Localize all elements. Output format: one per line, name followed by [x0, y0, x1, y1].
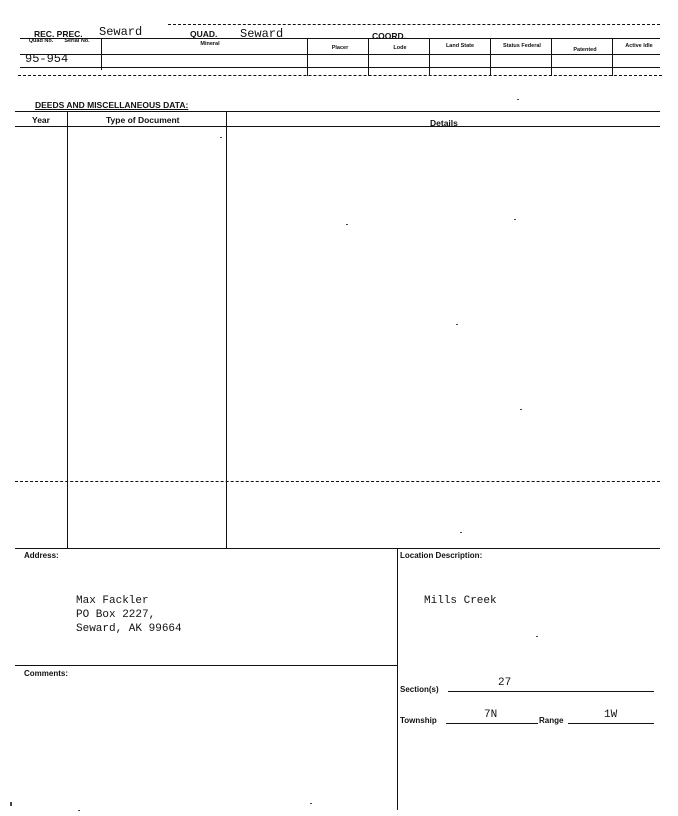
address-label: Address: [24, 551, 59, 560]
serial-no-label: Serial No. [64, 38, 90, 44]
col-type-header: Type of Document [106, 115, 180, 125]
deeds-bottom-rule [15, 548, 660, 549]
active-idle-label: Active Idle [625, 43, 653, 49]
serial-value: 95-954 [25, 52, 69, 66]
township-value: 7N [484, 709, 498, 721]
header-divider [612, 38, 613, 76]
rec-prec-value: Seward [99, 25, 143, 39]
address-line-1: Max Fackler [76, 595, 149, 607]
scan-speck [310, 803, 312, 804]
scan-speck [517, 99, 519, 100]
scan-speck [536, 636, 538, 637]
deeds-dashed-rule [15, 481, 660, 482]
header-divider [551, 38, 552, 76]
address-bottom-rule [15, 665, 397, 666]
patented-label: Patented [573, 47, 597, 53]
scan-speck [514, 219, 516, 220]
header-divider [307, 38, 308, 76]
header-divider [429, 38, 430, 76]
location-value: Mills Creek [424, 595, 497, 607]
rec-prec-label: REC. PREC. [34, 29, 83, 39]
header-divider [368, 38, 369, 76]
scan-speck [10, 802, 12, 806]
section-value: 27 [498, 677, 512, 689]
address-line-3: Seward, AK 99664 [76, 623, 182, 635]
scan-speck [220, 137, 222, 138]
range-label: Range [539, 716, 564, 725]
type-column-divider [226, 111, 227, 549]
location-label: Location Description: [400, 551, 483, 560]
lode-label: Lode [393, 45, 407, 51]
header-divider [101, 38, 102, 70]
range-underline [568, 723, 654, 724]
header-divider [490, 38, 491, 76]
quad-label: QUAD. [190, 29, 218, 39]
section-underline [448, 691, 654, 692]
scan-speck [346, 224, 348, 225]
quad-no-label: Quad No. [28, 38, 54, 44]
header-bottom-rule [18, 75, 662, 76]
deeds-top-rule [15, 111, 660, 112]
deeds-title: DEEDS AND MISCELLANEOUS DATA: [35, 100, 189, 110]
comments-label: Comments: [24, 669, 69, 678]
scan-speck [520, 409, 522, 410]
mineral-label: Mineral [200, 41, 220, 47]
header-top-rule [168, 24, 660, 25]
coord-label: COORD. [372, 31, 406, 41]
range-value: 1W [604, 709, 618, 721]
scan-speck [460, 532, 462, 533]
header-rule-2 [20, 54, 660, 55]
placer-label: Placer [331, 45, 349, 51]
address-line-2: PO Box 2227, [76, 609, 156, 621]
header-rule-1 [20, 38, 660, 39]
year-column-divider [67, 111, 68, 549]
status-federal-label: Status Federal [503, 43, 541, 49]
section-label: Section(s) [400, 685, 439, 694]
col-year-header: Year [32, 115, 50, 125]
col-details-header: Details [430, 118, 458, 128]
township-underline [446, 723, 538, 724]
deeds-header-rule [15, 126, 660, 127]
land-state-label: Land State [445, 43, 475, 49]
township-label: Township [400, 716, 437, 725]
header-rule-3 [20, 67, 660, 68]
scan-speck [78, 810, 80, 811]
bottom-center-divider [397, 548, 398, 810]
scan-speck [456, 324, 458, 325]
quad-value: Seward [240, 27, 284, 41]
